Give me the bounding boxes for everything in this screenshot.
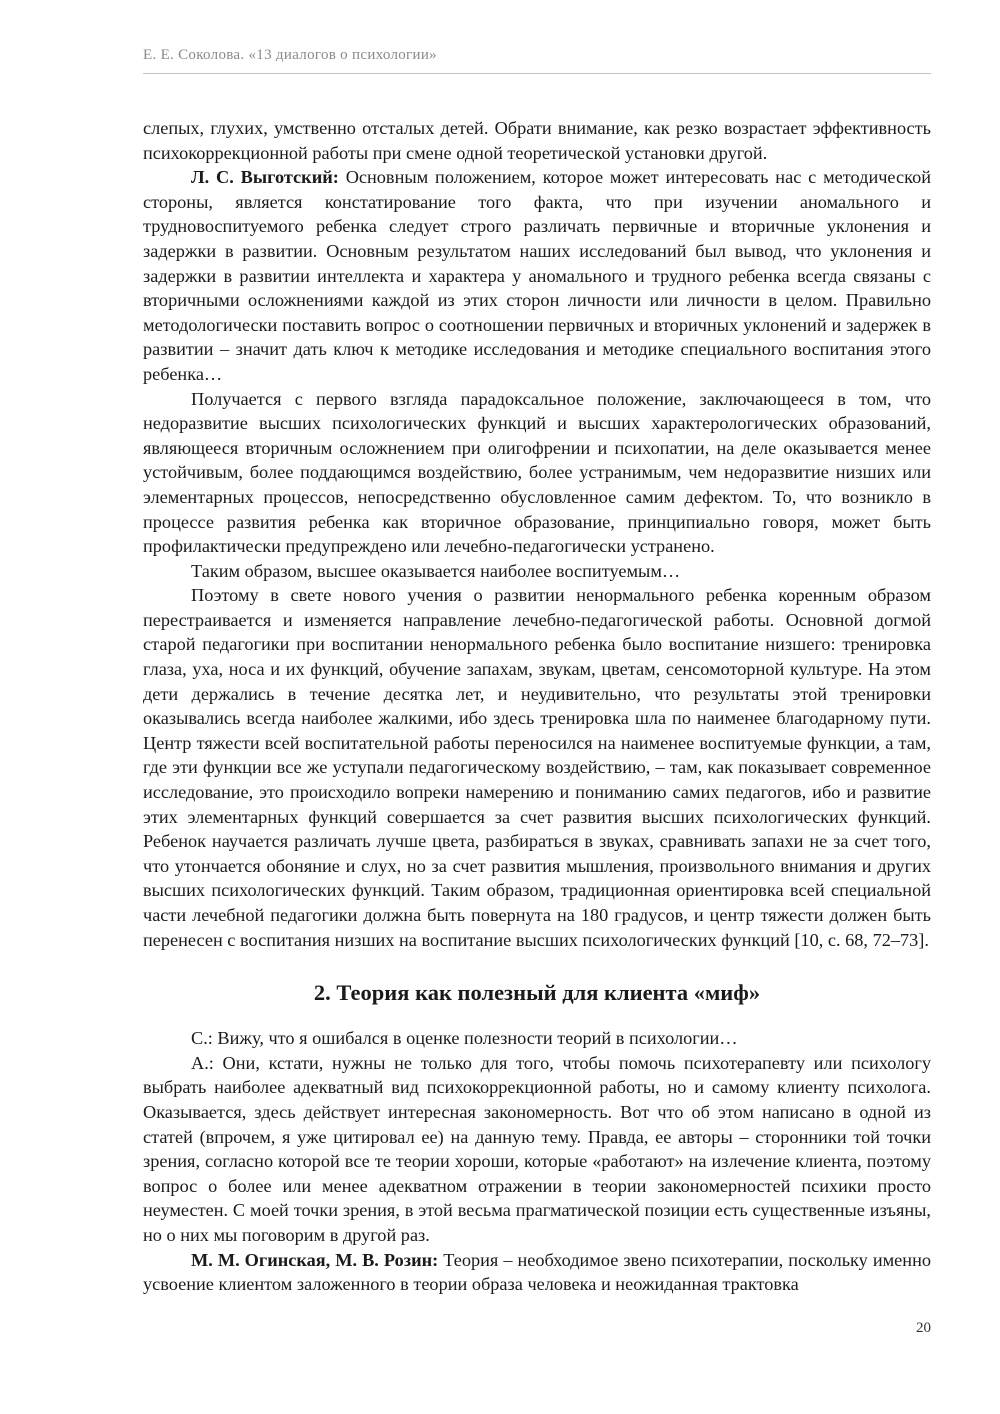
paragraph-text: слепых, глухих, умственно отсталых детей. Обрати внимание, как резко возрастает эффективность психокоррекционной работы при смене одной теоретической установки другой.	[143, 118, 931, 163]
paragraph	[143, 387, 931, 559]
paragraph-text: С.: Вижу, что я ошибался в оценке полезности теорий в психологии…	[191, 1028, 738, 1049]
paragraph	[143, 116, 931, 165]
paragraph-text: А.: Они, кстати, нужны не только для того, чтобы помочь психотерапевту или психологу выбрать наиболее адекватный вид психокоррекционной работы, но и самому клиенту психолога. Оказывается, здесь действует интересная закономерность. Вот что об этом написано в одной из статей (впрочем, я уже цитировал ее) на данную тему. Правда, ее авторы – сторонники той точки зрения, согласно которой все те теории хороши, которые «работают» на излечение клиента, поэтому вопрос о более или менее адекватном отражении в теории закономерностей психики просто неуместен. С моей точки зрения, в этой весьма прагматической позиции есть существенные изъяны, но о них мы поговорим в другой раз.	[143, 1052, 931, 1245]
running-head: Е. Е. Соколова. «13 диалогов о психологии»	[143, 47, 437, 63]
speaker-name: М. М. Огинская, М. В. Розин:	[191, 1249, 439, 1270]
paragraph-text: Получается с первого взгляда парадоксальное положение, заключающееся в том, что недоразвитие высших психологических функций и высших характерологических образований, являющееся вторичным осложнением при олигофрении и психопатии, на деле оказывается менее устойчивым, более поддающимся воздействию, более устранимым, чем недоразвитие низших или элементарных процессов, непосредственно обусловленное самим дефектом. То, что возникло в процессе развития ребенка как вторичное образование, принципиально говоря, может быть профилактически предупреждено или лечебно-педагогически устранено.	[143, 388, 931, 557]
paragraph-text: Поэтому в свете нового учения о развитии ненормального ребенка коренным образом перестраивается и изменяется направление лечебно-педагогической работы. Основной догмой старой педагогики при воспитании ненормального ребенка было воспитание низшего: тренировка глаза, уха, носа и их функций, обучение запахам, звукам, цветам, сенсомоторной культуре. На этом дети держались в течение десятка лет, и неудивительно, что результаты этой тренировки оказывались всегда наиболее жалкими, ибо здесь тренировка шла по наименее благодарному пути. Центр тяжести всей воспитательной работы переносился на наименее воспитуемые функции, а там, где эти функции все же уступали педагогическому воздействию, – там, как показывает современное исследование, это происходило вопреки намерению и пониманию самих педагогов, ибо и развитие этих элементарных функций совершается за счет развития высших психологических функций. Ребенок научается различать лучше цвета, разбираться в звуках, сравнивать запахи не за счет того, что утончается обоняние и слух, но за счет развития мышления, произвольного внимания и других высших психологических функций. Таким образом, традиционная ориентировка всей специальной части лечебной педагогики должна быть повернута на 180 градусов, и центр тяжести должен быть перенесен с воспитания низших на воспитание высших психологических функций [10, с. 68, 72–73].	[143, 585, 931, 950]
section-heading: 2. Теория как полезный для клиента «миф»	[313, 980, 761, 1006]
paragraph	[143, 1051, 931, 1248]
paragraph	[143, 165, 931, 386]
page-body	[143, 116, 931, 1297]
page-number: 20	[916, 1320, 931, 1336]
paragraph-text: Теория – необходимое звено психотерапии, поскольку именно усвоение клиентом заложенного в теории образа человека и неожиданная трактовка	[143, 1249, 931, 1295]
paragraph-text: Таким образом, высшее оказывается наиболее воспитуемым…	[191, 560, 681, 581]
header-divider	[143, 73, 931, 74]
paragraph	[143, 1026, 931, 1051]
paragraph	[143, 559, 931, 584]
paragraph	[143, 1248, 931, 1297]
paragraph	[143, 583, 931, 952]
paragraph-text: Основным положением, которое может интересовать нас с методической стороны, является констатирование того факта, что при изучении аномального и трудновоспитуемого ребенка следует строго различать первичные и вторичные уклонения и задержки в развитии. Основным результатом наших исследований был вывод, что уклонения и задержки в развитии интеллекта и характера у аномального и трудного ребенка всегда связаны с вторичными осложнениями каждой из этих сторон личности или личности в целом. Правильно методологически поставить вопрос о соотношении первичных и вторичных уклонений и задержек в развитии – значит дать ключ к методике исследования и методике специального воспитания этого ребенка…	[143, 167, 931, 384]
speaker-name: Л. С. Выготский:	[191, 167, 339, 188]
